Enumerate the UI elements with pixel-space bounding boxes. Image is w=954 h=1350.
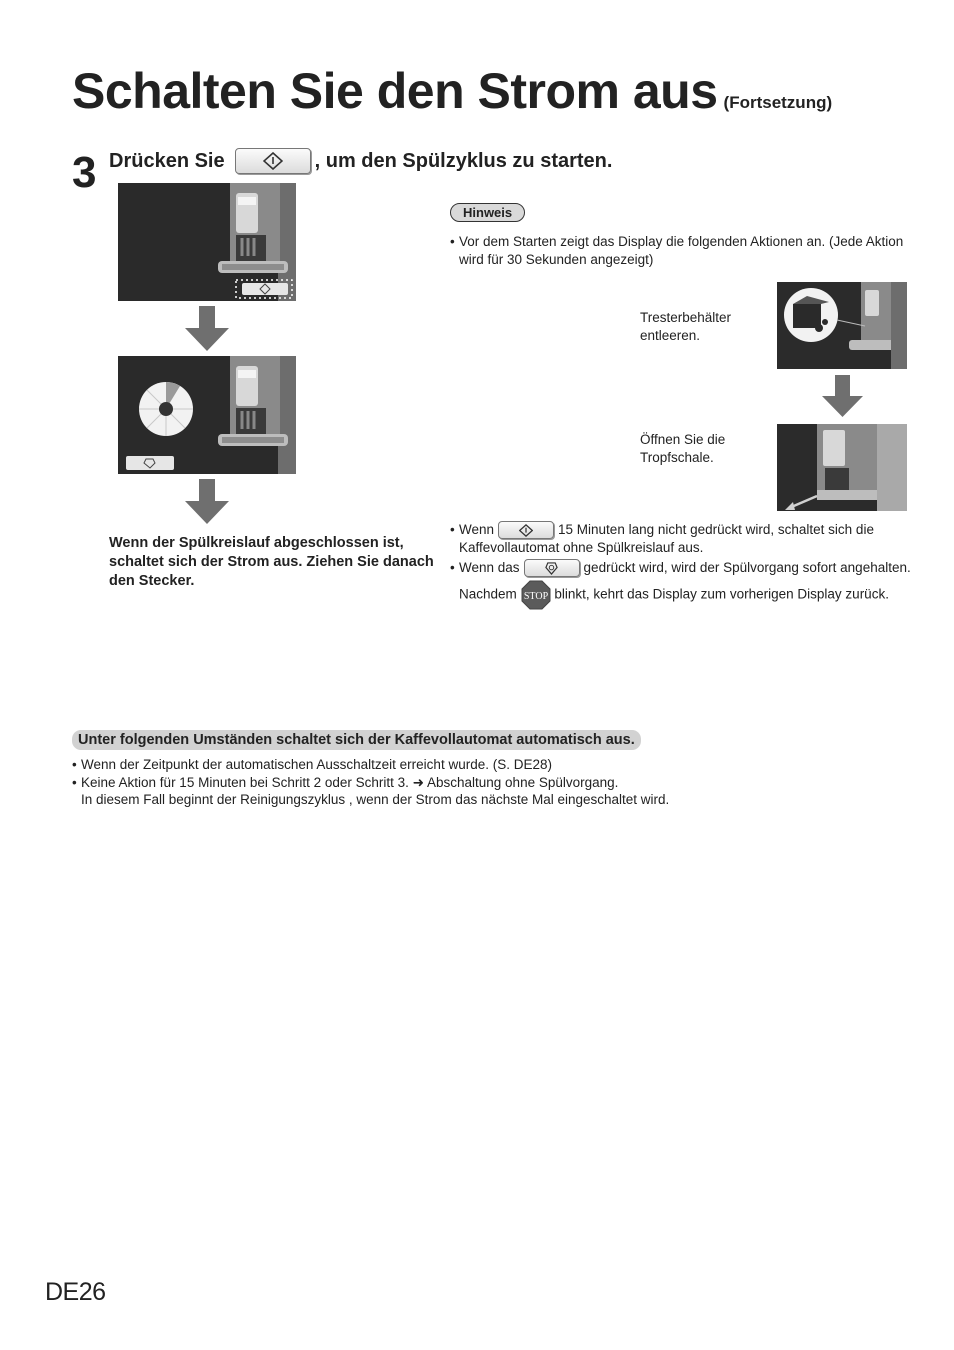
rinse-start-button [235, 148, 311, 174]
note-bullet-a-after: 15 Minuten lang nicht gedrückt wird, schaltet sich die Kaffevollautomat ohne Spülkreislauf aus. [459, 522, 874, 556]
note-bullet-stop [450, 559, 920, 610]
auto-off-item: • Wenn der Zeitpunkt der automatischen Ausschaltzeit erreicht wurde. (S. DE28) [72, 756, 832, 774]
step-text-before: Drücken Sie [109, 149, 225, 172]
coffee-machine-image [118, 356, 296, 474]
note-bullet-a-before: Wenn [459, 522, 495, 537]
note-bullet-b-after: gedrückt wird, wird der Spülvorgang sofort angehalten. [583, 559, 911, 575]
note-bullet-b-before: Wenn das [459, 559, 520, 575]
stop-sign-label: STOP [523, 591, 548, 603]
machine-start-illustration [118, 183, 296, 301]
step-number: 3 [72, 148, 97, 197]
note-stop-after: blinkt, kehrt das Display zum vorherigen Display zurück. [554, 586, 889, 602]
rinse-start-icon [519, 524, 533, 537]
stop-icon [545, 562, 558, 575]
note-details [450, 521, 920, 610]
open-drip-tray-illustration [777, 424, 907, 511]
note-intro: • Vor dem Starten zeigt das Display die folgenden Aktionen an. (Jede Aktion wird für 30 Sekunden angezeigt) [450, 233, 919, 268]
note-stop-before: Nachdem [459, 586, 517, 602]
page-title [72, 62, 832, 120]
rinse-progress-illustration [118, 356, 296, 474]
down-arrow-icon [822, 375, 864, 417]
rinse-start-button [498, 521, 554, 539]
drip-tray-image [777, 424, 907, 511]
action2-caption: Öffnen Sie die Tropfschale. [640, 432, 726, 465]
rinse-complete-text: Wenn der Spülkreislauf abgeschlossen ist, schaltet sich der Strom aus. Ziehen Sie danach den Stecker. [109, 535, 434, 589]
coffee-machine-image [118, 183, 296, 301]
auto-off-item: • Keine Aktion für 15 Minuten bei Schritt 2 oder Schritt 3. ➜ Abschaltung ohne Spülvorgang. [72, 774, 832, 792]
title-main: Schalten Sie den Strom aus [72, 63, 718, 119]
step-heading [109, 148, 612, 174]
note-bullet-no-press [450, 521, 920, 557]
action1-caption: Tresterbehälter entleeren. [640, 310, 732, 343]
rinse-start-icon [263, 152, 283, 170]
stop-sign-icon [521, 580, 551, 610]
down-arrow-icon [184, 306, 230, 352]
stop-button [524, 559, 580, 577]
note-stop-line [459, 580, 920, 610]
auto-off-heading: Unter folgenden Umständen schaltet sich der Kaffevollautomat automatisch aus. [72, 730, 641, 750]
grounds-container-image [777, 282, 907, 369]
down-arrow-icon [184, 479, 230, 525]
step-text-after: , um den Spülzyklus zu starten. [314, 149, 613, 172]
page-number: DE26 [45, 1278, 106, 1306]
title-suffix: (Fortsetzung) [723, 93, 833, 112]
note-badge: Hinweis [450, 203, 525, 222]
auto-off-item-continuation: In diesem Fall beginnt der Reinigungszyklus , wenn der Strom das nächste Mal eingeschaltet wird. [81, 792, 670, 807]
empty-grounds-illustration [777, 282, 907, 369]
auto-off-list [72, 756, 832, 809]
